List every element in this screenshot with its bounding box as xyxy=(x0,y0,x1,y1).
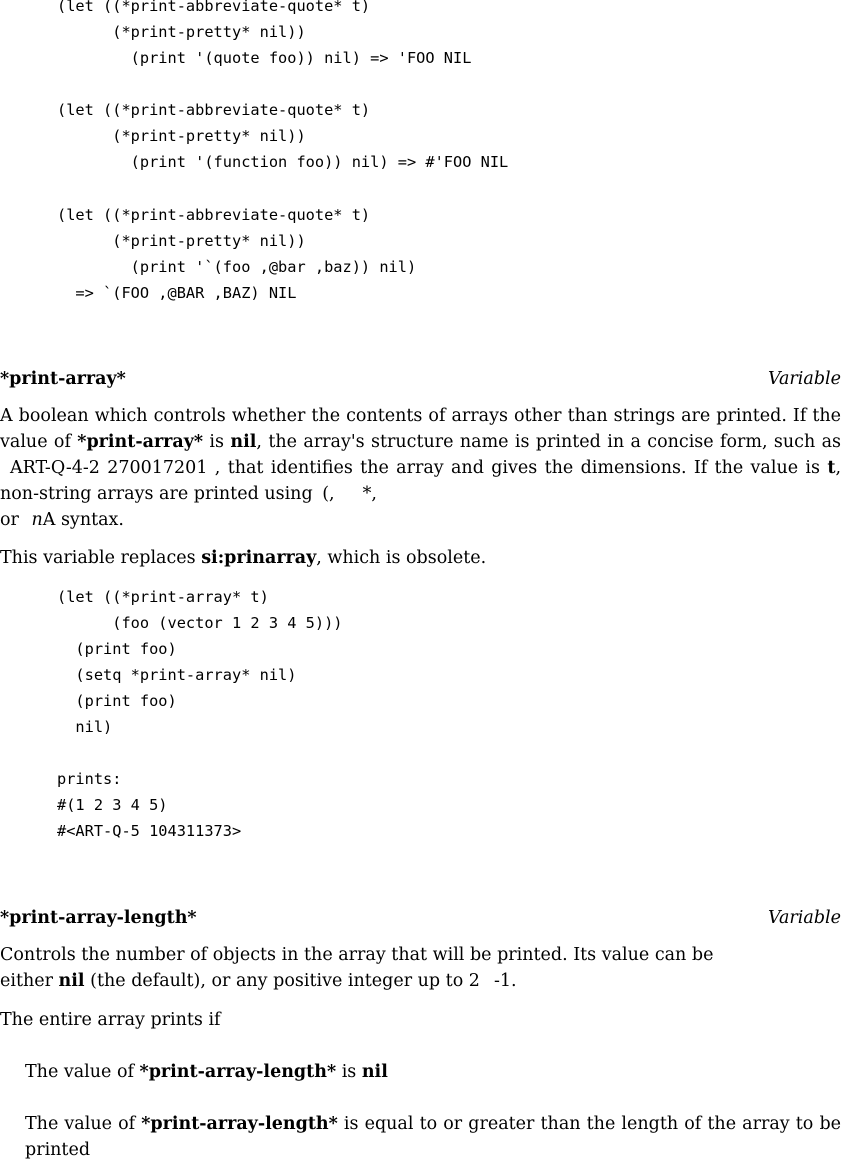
case-bold-nil: nil xyxy=(361,1062,388,1082)
replaces-bold-prinarray: si:prinarray xyxy=(201,548,317,568)
code-example-backquote: (let ((*print-abbreviate-quote* t) (*print-pretty* nil)) (print '`(foo ,@bar ,baz)) nil) => `(FOO ,@BAR ,BAZ) NIL xyxy=(57,206,417,302)
desc-text: A syntax. xyxy=(42,510,124,530)
desc-example-structure: ART-Q-4-2 270017201 xyxy=(10,458,208,478)
desc-text: -1. xyxy=(493,971,517,991)
print-array-kind: Variable xyxy=(767,369,841,389)
desc-syntax-star: *, xyxy=(362,484,377,504)
desc-text: either xyxy=(0,971,59,991)
desc-text: , that identifies the array and gives the dimensions. If the value is xyxy=(207,458,828,478)
desc-italic-n: n xyxy=(31,510,43,530)
condition-nil xyxy=(25,1059,841,1085)
replaces-text: This variable replaces xyxy=(0,548,202,568)
print-array-description xyxy=(0,403,841,533)
case-bold-variable: *print-array-length* xyxy=(139,1062,337,1082)
print-array-heading xyxy=(0,369,841,393)
replaces-text: , which is obsolete. xyxy=(316,548,487,568)
case-text: The value of xyxy=(25,1062,140,1082)
code-example-print-array: (let ((*print-array* t) (foo (vector 1 2 3 4 5))) (print foo) (setq *print-array* nil) (print foo) nil) prints: #(1 2 3 4 5) #<ART-Q-5 104311373> xyxy=(57,588,343,840)
condition-length xyxy=(25,1111,841,1163)
code-example-function: (let ((*print-abbreviate-quote* t) (*print-pretty* nil)) (print '(function foo)) nil) => #'FOO NIL xyxy=(57,101,509,171)
case-text: is equal to or greater than the length of the array to be printed xyxy=(25,1114,841,1160)
print-array-length-description xyxy=(0,942,841,994)
print-array-name: *print-array* xyxy=(0,369,126,389)
desc-bold-t: t xyxy=(827,458,836,478)
desc-bold-nil: nil xyxy=(230,432,257,452)
desc-text: or xyxy=(0,510,25,530)
entire-array-prints: The entire array prints if xyxy=(0,1010,221,1030)
print-array-length-kind: Variable xyxy=(767,908,841,928)
desc-text: , the array's structure name is printed in a concise form, such as xyxy=(256,432,841,452)
desc-text: Controls the number of objects in the array that will be printed. Its value can be xyxy=(0,945,714,965)
desc-bold-print-array: *print-array* xyxy=(77,432,204,452)
desc-text: , non-string arrays are printed using xyxy=(0,458,841,504)
print-array-length-heading xyxy=(0,908,841,932)
case-text: is xyxy=(336,1062,362,1082)
code-example-quote: (let ((*print-abbreviate-quote* t) (*print-pretty* nil)) (print '(quote foo)) nil) => 'FOO NIL xyxy=(57,0,472,67)
case-text: The value of xyxy=(25,1114,142,1134)
desc-syntax-paren: (, xyxy=(322,484,335,504)
print-array-length-name: *print-array-length* xyxy=(0,908,197,928)
case-bold-variable: *print-array-length* xyxy=(141,1114,338,1134)
print-array-replaces xyxy=(0,545,841,571)
desc-text: A boolean which controls whether the contents of arrays other than strings are printed. If the value of xyxy=(0,406,841,452)
desc-text: (the default), or any positive integer up to 2 xyxy=(84,971,480,991)
desc-bold-nil: nil xyxy=(58,971,85,991)
desc-text: is xyxy=(203,432,231,452)
